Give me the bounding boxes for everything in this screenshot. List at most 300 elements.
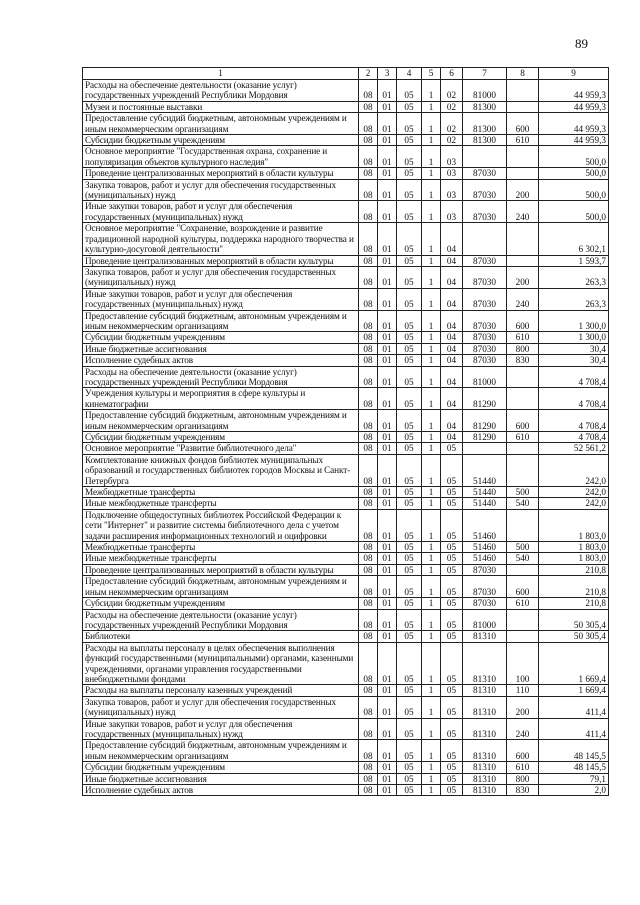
direction-code-cell: 87030 bbox=[463, 168, 507, 179]
row-name-cell: Предоставление субсидий бюджетным, автономным учреждениям и иным некоммерческим организациям bbox=[83, 410, 359, 432]
section-code-cell: 08 bbox=[359, 410, 378, 432]
subprogram-code-cell: 1 bbox=[422, 564, 441, 575]
event-code-cell: 05 bbox=[441, 542, 463, 553]
direction-code-cell: 81310 bbox=[463, 696, 507, 718]
program-code-cell: 05 bbox=[397, 631, 422, 642]
program-code-cell: 05 bbox=[397, 642, 422, 685]
table-row bbox=[83, 179, 609, 201]
expense-type-cell bbox=[507, 509, 539, 541]
program-code-cell: 05 bbox=[397, 542, 422, 553]
table-row bbox=[83, 542, 609, 553]
program-code-cell: 05 bbox=[397, 432, 422, 443]
amount-cell: 263,3 bbox=[539, 288, 609, 310]
direction-code-cell: 87030 bbox=[463, 179, 507, 201]
expense-type-cell: 610 bbox=[507, 598, 539, 609]
subsection-code-cell: 01 bbox=[378, 443, 397, 454]
event-code-cell: 03 bbox=[441, 179, 463, 201]
direction-code-cell: 87030 bbox=[463, 310, 507, 332]
event-code-cell: 05 bbox=[441, 718, 463, 740]
subsection-code-cell: 01 bbox=[378, 487, 397, 498]
direction-code-cell bbox=[463, 146, 507, 168]
expense-type-cell bbox=[507, 255, 539, 266]
expense-type-cell bbox=[507, 564, 539, 575]
amount-cell: 1 803,0 bbox=[539, 542, 609, 553]
expense-type-cell: 600 bbox=[507, 113, 539, 135]
subprogram-code-cell: 1 bbox=[422, 201, 441, 223]
expense-type-cell bbox=[507, 631, 539, 642]
subprogram-code-cell: 1 bbox=[422, 410, 441, 432]
direction-code-cell: 87030 bbox=[463, 564, 507, 575]
program-code-cell: 05 bbox=[397, 454, 422, 486]
subprogram-code-cell: 1 bbox=[422, 498, 441, 509]
table-row bbox=[83, 553, 609, 564]
section-code-cell: 08 bbox=[359, 432, 378, 443]
row-name-cell: Закупка товаров, работ и услуг для обеспечения государственных (муниципальных) нужд bbox=[83, 266, 359, 288]
section-code-cell: 08 bbox=[359, 553, 378, 564]
subsection-code-cell: 01 bbox=[378, 168, 397, 179]
subprogram-code-cell: 1 bbox=[422, 542, 441, 553]
expense-type-cell: 200 bbox=[507, 266, 539, 288]
direction-code-cell: 87030 bbox=[463, 255, 507, 266]
section-code-cell: 08 bbox=[359, 288, 378, 310]
row-name-cell: Расходы на выплаты персоналу казенных учреждений bbox=[83, 685, 359, 696]
subprogram-code-cell: 1 bbox=[422, 553, 441, 564]
subprogram-code-cell: 1 bbox=[422, 366, 441, 388]
program-code-cell: 05 bbox=[397, 762, 422, 773]
amount-cell: 210,8 bbox=[539, 564, 609, 575]
row-name-cell: Предоставление субсидий бюджетным, автономным учреждениям и иным некоммерческим организациям bbox=[83, 576, 359, 598]
section-code-cell: 08 bbox=[359, 135, 378, 146]
table-row bbox=[83, 255, 609, 266]
row-name-cell: Проведение централизованных мероприятий в области культуры bbox=[83, 564, 359, 575]
subsection-code-cell: 01 bbox=[378, 498, 397, 509]
subsection-code-cell: 01 bbox=[378, 266, 397, 288]
row-name-cell: Иные межбюджетные трансферты bbox=[83, 498, 359, 509]
direction-code-cell: 81300 bbox=[463, 101, 507, 112]
event-code-cell: 02 bbox=[441, 113, 463, 135]
subsection-code-cell: 01 bbox=[378, 343, 397, 354]
program-code-cell: 05 bbox=[397, 773, 422, 784]
row-name-cell: Основное мероприятие "Сохранение, возрождение и развитие традиционной народной культуры, поддержка народного творчества и культурно-досуговой деятельности" bbox=[83, 223, 359, 255]
row-name-cell: Межбюджетные трансферты bbox=[83, 542, 359, 553]
subsection-code-cell: 01 bbox=[378, 598, 397, 609]
subsection-code-cell: 01 bbox=[378, 609, 397, 631]
subprogram-code-cell: 1 bbox=[422, 642, 441, 685]
amount-cell: 263,3 bbox=[539, 266, 609, 288]
subsection-code-cell: 01 bbox=[378, 201, 397, 223]
subsection-code-cell: 01 bbox=[378, 762, 397, 773]
program-code-cell: 05 bbox=[397, 223, 422, 255]
direction-code-cell: 81310 bbox=[463, 631, 507, 642]
direction-code-cell: 51440 bbox=[463, 498, 507, 509]
event-code-cell: 04 bbox=[441, 366, 463, 388]
expense-type-cell: 240 bbox=[507, 201, 539, 223]
event-code-cell: 05 bbox=[441, 487, 463, 498]
program-code-cell: 05 bbox=[397, 288, 422, 310]
section-code-cell: 08 bbox=[359, 332, 378, 343]
row-name-cell: Иные бюджетные ассигнования bbox=[83, 343, 359, 354]
subprogram-code-cell: 1 bbox=[422, 509, 441, 541]
section-code-cell: 08 bbox=[359, 255, 378, 266]
direction-code-cell: 81310 bbox=[463, 642, 507, 685]
expense-type-cell: 600 bbox=[507, 310, 539, 332]
event-code-cell: 05 bbox=[441, 553, 463, 564]
amount-cell: 6 302,1 bbox=[539, 223, 609, 255]
expense-type-cell: 600 bbox=[507, 410, 539, 432]
expense-type-cell: 110 bbox=[507, 685, 539, 696]
page-number: 89 bbox=[575, 36, 588, 51]
direction-code-cell: 87030 bbox=[463, 598, 507, 609]
table-row bbox=[83, 201, 609, 223]
event-code-cell: 05 bbox=[441, 598, 463, 609]
direction-code-cell: 81290 bbox=[463, 410, 507, 432]
program-code-cell: 05 bbox=[397, 685, 422, 696]
subsection-code-cell: 01 bbox=[378, 542, 397, 553]
amount-cell: 2,0 bbox=[539, 785, 609, 796]
expense-type-cell: 200 bbox=[507, 179, 539, 201]
row-name-cell: Иные закупки товаров, работ и услуг для обеспечения государственных (муниципальных) нужд bbox=[83, 718, 359, 740]
table-row bbox=[83, 146, 609, 168]
subprogram-code-cell: 1 bbox=[422, 762, 441, 773]
header-cell: 3 bbox=[378, 68, 397, 80]
subprogram-code-cell: 1 bbox=[422, 113, 441, 135]
expense-type-cell: 800 bbox=[507, 773, 539, 784]
expense-type-cell: 200 bbox=[507, 696, 539, 718]
subsection-code-cell: 01 bbox=[378, 740, 397, 762]
expense-type-cell: 100 bbox=[507, 642, 539, 685]
event-code-cell: 04 bbox=[441, 432, 463, 443]
header-cell: 8 bbox=[507, 68, 539, 80]
subsection-code-cell: 01 bbox=[378, 564, 397, 575]
event-code-cell: 05 bbox=[441, 762, 463, 773]
section-code-cell: 08 bbox=[359, 487, 378, 498]
section-code-cell: 08 bbox=[359, 179, 378, 201]
table-header-row bbox=[83, 68, 609, 80]
subprogram-code-cell: 1 bbox=[422, 454, 441, 486]
row-name-cell: Расходы на обеспечение деятельности (оказание услуг) государственных учреждений Республики Мордовия bbox=[83, 80, 359, 102]
row-name-cell: Библиотеки bbox=[83, 631, 359, 642]
subprogram-code-cell: 1 bbox=[422, 487, 441, 498]
section-code-cell: 08 bbox=[359, 762, 378, 773]
section-code-cell: 08 bbox=[359, 223, 378, 255]
table-row bbox=[83, 696, 609, 718]
amount-cell: 4 708,4 bbox=[539, 366, 609, 388]
direction-code-cell: 81300 bbox=[463, 113, 507, 135]
direction-code-cell: 81310 bbox=[463, 740, 507, 762]
event-code-cell: 02 bbox=[441, 80, 463, 102]
table-row bbox=[83, 642, 609, 685]
direction-code-cell: 87030 bbox=[463, 576, 507, 598]
row-name-cell: Субсидии бюджетным учреждениям bbox=[83, 762, 359, 773]
row-name-cell: Расходы на обеспечение деятельности (оказание услуг) государственных учреждений Республики Мордовия bbox=[83, 609, 359, 631]
row-name-cell: Предоставление субсидий бюджетным, автономным учреждениям и иным некоммерческим организациям bbox=[83, 740, 359, 762]
amount-cell: 1 669,4 bbox=[539, 642, 609, 685]
expense-type-cell: 830 bbox=[507, 785, 539, 796]
amount-cell: 1 669,4 bbox=[539, 685, 609, 696]
subprogram-code-cell: 1 bbox=[422, 168, 441, 179]
table-row bbox=[83, 80, 609, 102]
expense-type-cell bbox=[507, 101, 539, 112]
subprogram-code-cell: 1 bbox=[422, 101, 441, 112]
direction-code-cell: 81000 bbox=[463, 366, 507, 388]
table-row bbox=[83, 101, 609, 112]
row-name-cell: Проведение централизованных мероприятий в области культуры bbox=[83, 255, 359, 266]
row-name-cell: Учреждения культуры и мероприятия в сфере культуры и кинематографии bbox=[83, 388, 359, 410]
event-code-cell: 05 bbox=[441, 509, 463, 541]
expense-type-cell: 240 bbox=[507, 288, 539, 310]
subprogram-code-cell: 1 bbox=[422, 598, 441, 609]
subprogram-code-cell: 1 bbox=[422, 80, 441, 102]
row-name-cell: Иные закупки товаров, работ и услуг для обеспечения государственных (муниципальных) нужд bbox=[83, 201, 359, 223]
table-body bbox=[83, 80, 609, 796]
direction-code-cell: 81300 bbox=[463, 135, 507, 146]
program-code-cell: 05 bbox=[397, 696, 422, 718]
subprogram-code-cell: 1 bbox=[422, 785, 441, 796]
expense-type-cell: 610 bbox=[507, 762, 539, 773]
program-code-cell: 05 bbox=[397, 443, 422, 454]
event-code-cell: 02 bbox=[441, 135, 463, 146]
program-code-cell: 05 bbox=[397, 785, 422, 796]
table-row bbox=[83, 443, 609, 454]
row-name-cell: Закупка товаров, работ и услуг для обеспечения государственных (муниципальных) нужд bbox=[83, 696, 359, 718]
program-code-cell: 05 bbox=[397, 487, 422, 498]
program-code-cell: 05 bbox=[397, 598, 422, 609]
header-cell: 7 bbox=[463, 68, 507, 80]
direction-code-cell: 81310 bbox=[463, 762, 507, 773]
program-code-cell: 05 bbox=[397, 498, 422, 509]
row-name-cell: Проведение централизованных мероприятий в области культуры bbox=[83, 168, 359, 179]
expense-type-cell: 800 bbox=[507, 343, 539, 354]
section-code-cell: 08 bbox=[359, 718, 378, 740]
table-row bbox=[83, 135, 609, 146]
table-row bbox=[83, 498, 609, 509]
section-code-cell: 08 bbox=[359, 443, 378, 454]
event-code-cell: 05 bbox=[441, 631, 463, 642]
section-code-cell: 08 bbox=[359, 366, 378, 388]
event-code-cell: 04 bbox=[441, 355, 463, 366]
program-code-cell: 05 bbox=[397, 266, 422, 288]
table-row bbox=[83, 785, 609, 796]
header-cell: 6 bbox=[441, 68, 463, 80]
program-code-cell: 05 bbox=[397, 343, 422, 354]
subprogram-code-cell: 1 bbox=[422, 609, 441, 631]
event-code-cell: 04 bbox=[441, 343, 463, 354]
subprogram-code-cell: 1 bbox=[422, 255, 441, 266]
table-row bbox=[83, 609, 609, 631]
header-cell: 4 bbox=[397, 68, 422, 80]
direction-code-cell: 87030 bbox=[463, 201, 507, 223]
amount-cell: 4 708,4 bbox=[539, 410, 609, 432]
amount-cell: 210,8 bbox=[539, 576, 609, 598]
program-code-cell: 05 bbox=[397, 609, 422, 631]
amount-cell: 44 959,3 bbox=[539, 80, 609, 102]
row-name-cell: Предоставление субсидий бюджетным, автономным учреждениям и иным некоммерческим организациям bbox=[83, 310, 359, 332]
direction-code-cell: 81290 bbox=[463, 432, 507, 443]
subprogram-code-cell: 1 bbox=[422, 696, 441, 718]
amount-cell: 48 145,5 bbox=[539, 762, 609, 773]
section-code-cell: 08 bbox=[359, 355, 378, 366]
subsection-code-cell: 01 bbox=[378, 454, 397, 486]
program-code-cell: 05 bbox=[397, 146, 422, 168]
section-code-cell: 08 bbox=[359, 168, 378, 179]
table-row bbox=[83, 366, 609, 388]
event-code-cell: 05 bbox=[441, 609, 463, 631]
subsection-code-cell: 01 bbox=[378, 355, 397, 366]
event-code-cell: 03 bbox=[441, 201, 463, 223]
amount-cell: 44 959,3 bbox=[539, 113, 609, 135]
subprogram-code-cell: 1 bbox=[422, 310, 441, 332]
event-code-cell: 05 bbox=[441, 454, 463, 486]
section-code-cell: 08 bbox=[359, 201, 378, 223]
subsection-code-cell: 01 bbox=[378, 288, 397, 310]
row-name-cell: Субсидии бюджетным учреждениям bbox=[83, 598, 359, 609]
row-name-cell: Основное мероприятие "Государственная охрана, сохранение и популяризация объектов культурного наследия" bbox=[83, 146, 359, 168]
table-row bbox=[83, 631, 609, 642]
amount-cell: 30,4 bbox=[539, 355, 609, 366]
amount-cell: 44 959,3 bbox=[539, 135, 609, 146]
expense-type-cell bbox=[507, 80, 539, 102]
table-row bbox=[83, 454, 609, 486]
section-code-cell: 08 bbox=[359, 773, 378, 784]
table-row bbox=[83, 509, 609, 541]
subsection-code-cell: 01 bbox=[378, 80, 397, 102]
direction-code-cell: 81310 bbox=[463, 785, 507, 796]
program-code-cell: 05 bbox=[397, 553, 422, 564]
row-name-cell: Расходы на обеспечение деятельности (оказание услуг) государственных учреждений Республики Мордовия bbox=[83, 366, 359, 388]
subsection-code-cell: 01 bbox=[378, 310, 397, 332]
table-row bbox=[83, 355, 609, 366]
program-code-cell: 05 bbox=[397, 509, 422, 541]
row-name-cell: Исполнение судебных актов bbox=[83, 355, 359, 366]
subsection-code-cell: 01 bbox=[378, 146, 397, 168]
expense-type-cell bbox=[507, 388, 539, 410]
expense-type-cell bbox=[507, 146, 539, 168]
subsection-code-cell: 01 bbox=[378, 773, 397, 784]
header-cell: 1 bbox=[83, 68, 359, 80]
subsection-code-cell: 01 bbox=[378, 388, 397, 410]
table-row bbox=[83, 343, 609, 354]
table-row bbox=[83, 487, 609, 498]
event-code-cell: 03 bbox=[441, 168, 463, 179]
event-code-cell: 05 bbox=[441, 498, 463, 509]
event-code-cell: 04 bbox=[441, 288, 463, 310]
subprogram-code-cell: 1 bbox=[422, 332, 441, 343]
program-code-cell: 05 bbox=[397, 179, 422, 201]
table-row bbox=[83, 773, 609, 784]
program-code-cell: 05 bbox=[397, 366, 422, 388]
table-row bbox=[83, 332, 609, 343]
program-code-cell: 05 bbox=[397, 388, 422, 410]
table-row bbox=[83, 288, 609, 310]
subprogram-code-cell: 1 bbox=[422, 631, 441, 642]
expense-type-cell: 830 bbox=[507, 355, 539, 366]
table-row bbox=[83, 718, 609, 740]
amount-cell: 52 561,2 bbox=[539, 443, 609, 454]
expense-type-cell: 610 bbox=[507, 432, 539, 443]
program-code-cell: 05 bbox=[397, 740, 422, 762]
row-name-cell: Закупка товаров, работ и услуг для обеспечения государственных (муниципальных) нужд bbox=[83, 179, 359, 201]
row-name-cell: Основное мероприятие "Развитие библиотечного дела" bbox=[83, 443, 359, 454]
subprogram-code-cell: 1 bbox=[422, 718, 441, 740]
expense-type-cell: 610 bbox=[507, 135, 539, 146]
direction-code-cell: 87030 bbox=[463, 343, 507, 354]
table-row bbox=[83, 113, 609, 135]
section-code-cell: 08 bbox=[359, 388, 378, 410]
event-code-cell: 05 bbox=[441, 576, 463, 598]
expense-type-cell: 610 bbox=[507, 332, 539, 343]
expense-type-cell bbox=[507, 223, 539, 255]
expense-type-cell bbox=[507, 609, 539, 631]
section-code-cell: 08 bbox=[359, 343, 378, 354]
amount-cell: 411,4 bbox=[539, 718, 609, 740]
row-name-cell: Межбюджетные трансферты bbox=[83, 487, 359, 498]
expense-type-cell bbox=[507, 443, 539, 454]
subprogram-code-cell: 1 bbox=[422, 355, 441, 366]
direction-code-cell bbox=[463, 443, 507, 454]
direction-code-cell: 51460 bbox=[463, 509, 507, 541]
amount-cell: 1 803,0 bbox=[539, 553, 609, 564]
event-code-cell: 04 bbox=[441, 388, 463, 410]
section-code-cell: 08 bbox=[359, 785, 378, 796]
table-row bbox=[83, 410, 609, 432]
table-row bbox=[83, 388, 609, 410]
event-code-cell: 05 bbox=[441, 443, 463, 454]
section-code-cell: 08 bbox=[359, 576, 378, 598]
subsection-code-cell: 01 bbox=[378, 642, 397, 685]
subsection-code-cell: 01 bbox=[378, 179, 397, 201]
section-code-cell: 08 bbox=[359, 266, 378, 288]
section-code-cell: 08 bbox=[359, 631, 378, 642]
direction-code-cell: 81310 bbox=[463, 718, 507, 740]
direction-code-cell bbox=[463, 223, 507, 255]
section-code-cell: 08 bbox=[359, 310, 378, 332]
event-code-cell: 05 bbox=[441, 642, 463, 685]
subprogram-code-cell: 1 bbox=[422, 135, 441, 146]
subsection-code-cell: 01 bbox=[378, 785, 397, 796]
expense-type-cell bbox=[507, 168, 539, 179]
section-code-cell: 08 bbox=[359, 642, 378, 685]
table-row bbox=[83, 432, 609, 443]
subprogram-code-cell: 1 bbox=[422, 443, 441, 454]
amount-cell: 500,0 bbox=[539, 179, 609, 201]
amount-cell: 4 708,4 bbox=[539, 432, 609, 443]
program-code-cell: 05 bbox=[397, 576, 422, 598]
event-code-cell: 04 bbox=[441, 410, 463, 432]
program-code-cell: 05 bbox=[397, 410, 422, 432]
event-code-cell: 05 bbox=[441, 773, 463, 784]
event-code-cell: 04 bbox=[441, 223, 463, 255]
event-code-cell: 05 bbox=[441, 564, 463, 575]
row-name-cell: Иные межбюджетные трансферты bbox=[83, 553, 359, 564]
subsection-code-cell: 01 bbox=[378, 718, 397, 740]
table-row bbox=[83, 598, 609, 609]
table-row bbox=[83, 685, 609, 696]
event-code-cell: 04 bbox=[441, 255, 463, 266]
direction-code-cell: 81310 bbox=[463, 685, 507, 696]
direction-code-cell: 51460 bbox=[463, 542, 507, 553]
direction-code-cell: 81290 bbox=[463, 388, 507, 410]
row-name-cell: Субсидии бюджетным учреждениям bbox=[83, 135, 359, 146]
subprogram-code-cell: 1 bbox=[422, 146, 441, 168]
subprogram-code-cell: 1 bbox=[422, 266, 441, 288]
event-code-cell: 05 bbox=[441, 685, 463, 696]
section-code-cell: 08 bbox=[359, 542, 378, 553]
event-code-cell: 05 bbox=[441, 696, 463, 718]
expense-type-cell: 240 bbox=[507, 718, 539, 740]
table-row bbox=[83, 564, 609, 575]
subprogram-code-cell: 1 bbox=[422, 685, 441, 696]
event-code-cell: 02 bbox=[441, 101, 463, 112]
